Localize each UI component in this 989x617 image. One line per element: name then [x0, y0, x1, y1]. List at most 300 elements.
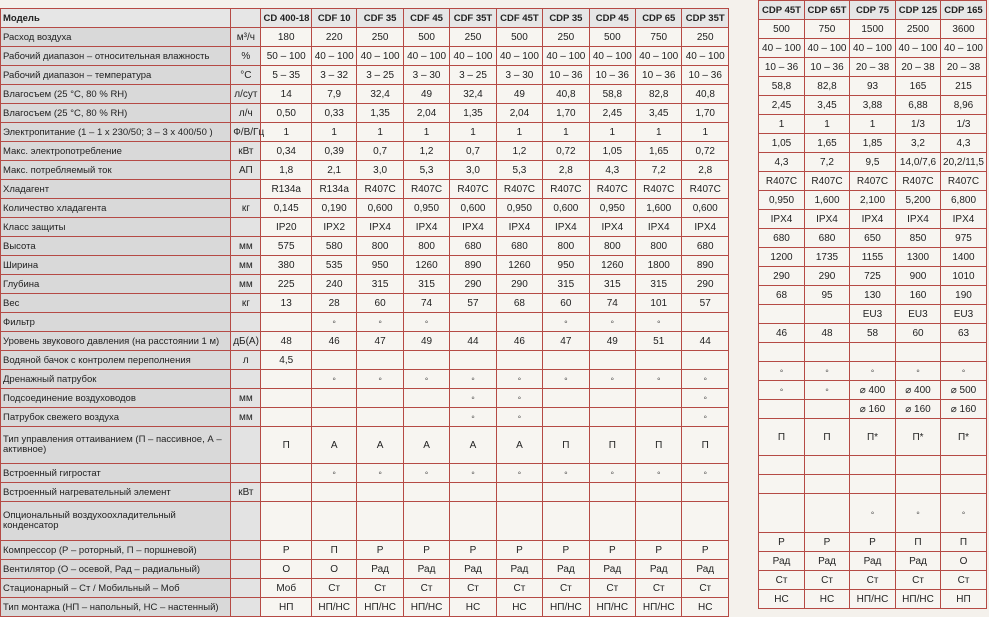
table-cell [589, 389, 635, 408]
table-cell: 1 [496, 123, 542, 142]
table-cell [805, 456, 850, 475]
table-cell: 500 [589, 28, 635, 47]
table-cell: ◦ [682, 408, 729, 427]
table-row [1, 66, 729, 85]
table-cell: 5,3 [496, 161, 542, 180]
row-unit: % [231, 47, 261, 66]
table-cell: 10 – 36 [682, 66, 729, 85]
table-cell: 4,3 [759, 153, 805, 172]
table-cell: Ст [759, 571, 805, 590]
table-cell: 0,950 [589, 199, 635, 218]
model-header: CDP 45 [589, 9, 635, 28]
table-cell: 3,2 [896, 134, 941, 153]
table-cell: 40 – 100 [850, 39, 896, 58]
table-cell: НП/НС [896, 590, 941, 609]
table-cell [261, 313, 311, 332]
table-cell: 0,600 [682, 199, 729, 218]
table-cell: 1400 [941, 248, 987, 267]
row-unit [231, 218, 261, 237]
table-cell: 1,35 [450, 104, 496, 123]
table-cell: Р [403, 541, 449, 560]
table-cell [941, 343, 987, 362]
header-unit [231, 9, 261, 28]
table-cell: 10 – 36 [759, 58, 805, 77]
row-label: Высота [1, 237, 231, 256]
table-cell: А [311, 427, 356, 464]
table-cell: 315 [543, 275, 589, 294]
table-cell [403, 483, 449, 502]
table-row [759, 58, 987, 77]
table-cell [357, 408, 403, 427]
model-header: CDP 125 [896, 1, 941, 20]
table-cell: ◦ [636, 370, 682, 389]
table-cell: НС [759, 590, 805, 609]
table-cell: Рад [759, 552, 805, 571]
table-cell: IPX4 [636, 218, 682, 237]
table-row [759, 229, 987, 248]
table-cell: 1800 [636, 256, 682, 275]
table-cell: Рад [589, 560, 635, 579]
table-cell: 40 – 100 [636, 47, 682, 66]
table-cell: 160 [896, 286, 941, 305]
row-label: Встроенный гигростат [1, 464, 231, 483]
table-cell: 3,45 [636, 104, 682, 123]
table-cell: ◦ [941, 494, 987, 533]
table-row [759, 77, 987, 96]
table-row [1, 579, 729, 598]
table-cell: 0,34 [261, 142, 311, 161]
table-cell: 500 [496, 28, 542, 47]
table-cell: 40 – 100 [759, 39, 805, 58]
table-cell: 0,950 [403, 199, 449, 218]
table-cell: ◦ [496, 464, 542, 483]
table-cell: О [941, 552, 987, 571]
table-cell: 3 – 30 [496, 66, 542, 85]
table-cell: ◦ [496, 389, 542, 408]
table-row [1, 123, 729, 142]
table-cell: 680 [682, 237, 729, 256]
table-cell [403, 408, 449, 427]
table-cell: 49 [403, 85, 449, 104]
row-unit: Ф/В/Гц [231, 123, 261, 142]
table-cell: 40 – 100 [805, 39, 850, 58]
table-cell: 49 [496, 85, 542, 104]
table-cell: П [759, 419, 805, 456]
table-cell: Р [805, 533, 850, 552]
row-unit: мм [231, 408, 261, 427]
table-cell: ◦ [403, 313, 449, 332]
table-cell: ◦ [357, 464, 403, 483]
table-row [759, 39, 987, 58]
table-cell: 315 [589, 275, 635, 294]
table-cell [496, 351, 542, 370]
table-cell [403, 502, 449, 541]
table-cell: ◦ [496, 408, 542, 427]
table-cell: ◦ [496, 370, 542, 389]
table-cell: 14 [261, 85, 311, 104]
table-cell [543, 483, 589, 502]
table-cell: 82,8 [805, 77, 850, 96]
table-cell: 82,8 [636, 85, 682, 104]
table-cell: 1200 [759, 248, 805, 267]
table-cell: 2,04 [496, 104, 542, 123]
table-cell [261, 464, 311, 483]
table-cell: R407C [636, 180, 682, 199]
table-cell: Рад [450, 560, 496, 579]
table-cell: 2,8 [682, 161, 729, 180]
table-cell: Р [682, 541, 729, 560]
table-cell: Ст [543, 579, 589, 598]
table-cell: 0,33 [311, 104, 356, 123]
table-cell: IPX4 [682, 218, 729, 237]
table-row [1, 541, 729, 560]
table-cell: 13 [261, 294, 311, 313]
row-unit [231, 502, 261, 541]
table-cell: IPX4 [759, 210, 805, 229]
table-cell: 1260 [403, 256, 449, 275]
row-label: Тип монтажа (НП – напольный, НС – настенный) [1, 598, 231, 617]
table-cell: 290 [805, 267, 850, 286]
table-cell: 1 [850, 115, 896, 134]
table-cell: 380 [261, 256, 311, 275]
table-cell: 220 [311, 28, 356, 47]
table-cell: 900 [896, 267, 941, 286]
table-cell: 2,1 [311, 161, 356, 180]
table-cell [261, 370, 311, 389]
row-unit: кг [231, 199, 261, 218]
table-cell: 8,96 [941, 96, 987, 115]
table-cell: 750 [805, 20, 850, 39]
table-cell: 0,72 [682, 142, 729, 161]
table-cell: 1 [261, 123, 311, 142]
table-row [759, 267, 987, 286]
row-label: Вес [1, 294, 231, 313]
table-cell: 57 [682, 294, 729, 313]
table-cell [941, 475, 987, 494]
model-header: CD 400-18 [261, 9, 311, 28]
table-cell: Р [850, 533, 896, 552]
table-cell [261, 502, 311, 541]
table-cell: 250 [543, 28, 589, 47]
table-cell: Моб [261, 579, 311, 598]
left-spec-table [0, 8, 729, 617]
table-cell: НП/НС [589, 598, 635, 617]
table-cell: 1,65 [636, 142, 682, 161]
table-cell: 7,9 [311, 85, 356, 104]
table-row [759, 134, 987, 153]
table-cell: 40 – 100 [357, 47, 403, 66]
table-cell: 0,190 [311, 199, 356, 218]
row-label: Патрубок свежего воздуха [1, 408, 231, 427]
table-cell: Ст [311, 579, 356, 598]
table-cell: 680 [759, 229, 805, 248]
table-cell: 10 – 36 [543, 66, 589, 85]
table-cell: ◦ [543, 313, 589, 332]
table-cell: 1155 [850, 248, 896, 267]
table-cell [450, 502, 496, 541]
table-cell: 2,100 [850, 191, 896, 210]
table-cell: 890 [682, 256, 729, 275]
table-cell: IPX4 [941, 210, 987, 229]
table-cell: 1,05 [759, 134, 805, 153]
table-cell: 20,2/11,5 [941, 153, 987, 172]
table-cell: 40 – 100 [896, 39, 941, 58]
table-cell: П* [896, 419, 941, 456]
table-cell: 6,88 [896, 96, 941, 115]
table-cell: 315 [403, 275, 449, 294]
row-label: Влагосъем (25 °C, 80 % RH) [1, 85, 231, 104]
table-cell: П [261, 427, 311, 464]
table-cell: Ст [850, 571, 896, 590]
table-cell: 2500 [896, 20, 941, 39]
table-cell: IPX4 [357, 218, 403, 237]
table-cell: 49 [403, 332, 449, 351]
table-cell [450, 313, 496, 332]
table-cell: Ст [589, 579, 635, 598]
table-cell: П [941, 533, 987, 552]
row-unit: мм [231, 389, 261, 408]
table-cell: 40 – 100 [543, 47, 589, 66]
table-cell: ◦ [589, 370, 635, 389]
table-cell: 68 [496, 294, 542, 313]
table-cell [311, 483, 356, 502]
table-cell: 47 [543, 332, 589, 351]
table-cell [496, 313, 542, 332]
table-cell: 850 [896, 229, 941, 248]
table-cell: 1 [543, 123, 589, 142]
table-cell: 680 [496, 237, 542, 256]
table-cell [543, 389, 589, 408]
table-cell: 40 – 100 [450, 47, 496, 66]
table-cell: Р [636, 541, 682, 560]
table-cell: ◦ [850, 362, 896, 381]
header-row [759, 1, 987, 20]
table-cell: 58,8 [759, 77, 805, 96]
table-cell: П [589, 427, 635, 464]
table-row [1, 351, 729, 370]
table-cell [261, 408, 311, 427]
table-cell: ◦ [805, 381, 850, 400]
table-cell: 1 [357, 123, 403, 142]
row-unit: дБ(А) [231, 332, 261, 351]
table-cell: 650 [850, 229, 896, 248]
row-unit [231, 370, 261, 389]
model-header: CDF 45T [496, 9, 542, 28]
row-unit [231, 560, 261, 579]
table-cell: ◦ [311, 464, 356, 483]
table-row [1, 313, 729, 332]
row-label: Макс. электропотребление [1, 142, 231, 161]
table-cell: 0,39 [311, 142, 356, 161]
table-cell [496, 483, 542, 502]
table-cell: 32,4 [450, 85, 496, 104]
table-cell: ◦ [543, 370, 589, 389]
table-cell: 1,70 [543, 104, 589, 123]
table-cell: ◦ [311, 370, 356, 389]
table-cell: EU3 [850, 305, 896, 324]
table-cell: Рад [636, 560, 682, 579]
table-cell: 1 [589, 123, 635, 142]
table-cell: Рад [403, 560, 449, 579]
table-cell: R134a [311, 180, 356, 199]
table-cell: А [403, 427, 449, 464]
table-cell: 1 [450, 123, 496, 142]
table-cell: IPX4 [543, 218, 589, 237]
table-cell: 580 [311, 237, 356, 256]
table-cell: 1260 [496, 256, 542, 275]
table-row [759, 96, 987, 115]
table-cell: 60 [896, 324, 941, 343]
table-cell: 1,600 [805, 191, 850, 210]
table-cell: R407C [896, 172, 941, 191]
table-cell: 4,5 [261, 351, 311, 370]
table-cell: Ст [450, 579, 496, 598]
table-row [759, 362, 987, 381]
table-cell: R407C [941, 172, 987, 191]
table-cell: ◦ [682, 370, 729, 389]
table-cell [805, 343, 850, 362]
table-cell [805, 305, 850, 324]
table-cell: ⌀ 400 [896, 381, 941, 400]
table-cell: 101 [636, 294, 682, 313]
table-cell: ◦ [357, 313, 403, 332]
table-cell: 95 [805, 286, 850, 305]
table-cell: 3600 [941, 20, 987, 39]
table-cell: 950 [543, 256, 589, 275]
table-cell: 680 [450, 237, 496, 256]
row-label: Количество хладагента [1, 199, 231, 218]
row-unit [231, 313, 261, 332]
table-cell: НП/НС [543, 598, 589, 617]
table-cell: ⌀ 400 [850, 381, 896, 400]
table-cell: 40 – 100 [589, 47, 635, 66]
row-unit: кВт [231, 483, 261, 502]
table-cell: 47 [357, 332, 403, 351]
table-cell: 20 – 38 [896, 58, 941, 77]
table-cell [759, 475, 805, 494]
table-cell: 1/3 [941, 115, 987, 134]
table-cell: 20 – 38 [941, 58, 987, 77]
table-cell: 1735 [805, 248, 850, 267]
table-row [759, 571, 987, 590]
table-cell: 20 – 38 [850, 58, 896, 77]
row-label: Рабочий диапазон – температура [1, 66, 231, 85]
table-cell [682, 483, 729, 502]
table-row [1, 218, 729, 237]
table-cell: ◦ [450, 408, 496, 427]
table-cell: 32,4 [357, 85, 403, 104]
table-cell: НС [682, 598, 729, 617]
table-cell: 58,8 [589, 85, 635, 104]
table-cell: 40 – 100 [682, 47, 729, 66]
row-unit [231, 464, 261, 483]
table-cell: НП [941, 590, 987, 609]
table-cell: Ст [805, 571, 850, 590]
row-label: Влагосъем (25 °C, 80 % RH) [1, 104, 231, 123]
model-header: CDP 165 [941, 1, 987, 20]
table-cell: 240 [311, 275, 356, 294]
table-cell: ◦ [682, 389, 729, 408]
table-cell: 3 – 25 [357, 66, 403, 85]
table-cell: 14,0/7,6 [896, 153, 941, 172]
table-cell [589, 408, 635, 427]
table-row [1, 408, 729, 427]
table-cell [759, 343, 805, 362]
table-cell: 40,8 [543, 85, 589, 104]
table-cell: НС [805, 590, 850, 609]
table-row [1, 389, 729, 408]
table-cell: 5,3 [403, 161, 449, 180]
table-row [1, 199, 729, 218]
table-cell: П* [941, 419, 987, 456]
table-cell: 290 [496, 275, 542, 294]
table-cell: ⌀ 160 [941, 400, 987, 419]
table-cell: ◦ [403, 370, 449, 389]
table-cell: 975 [941, 229, 987, 248]
table-cell: R407C [805, 172, 850, 191]
table-cell: ◦ [450, 389, 496, 408]
table-cell [636, 351, 682, 370]
table-cell: 40 – 100 [403, 47, 449, 66]
row-label: Глубина [1, 275, 231, 294]
table-cell: 3 – 30 [403, 66, 449, 85]
table-cell [682, 502, 729, 541]
right-spec-table [758, 0, 987, 609]
table-cell: ◦ [589, 313, 635, 332]
table-cell: Ст [941, 571, 987, 590]
table-cell: 48 [805, 324, 850, 343]
table-cell [636, 389, 682, 408]
table-cell: 28 [311, 294, 356, 313]
table-cell: 1,65 [805, 134, 850, 153]
table-cell [357, 502, 403, 541]
model-header: CDP 65T [805, 1, 850, 20]
table-cell: 0,7 [450, 142, 496, 161]
row-unit [231, 180, 261, 199]
table-cell: 1,70 [682, 104, 729, 123]
table-cell: 10 – 36 [636, 66, 682, 85]
table-row [759, 115, 987, 134]
table-row [1, 427, 729, 464]
table-cell: ◦ [543, 464, 589, 483]
table-row [1, 464, 729, 483]
table-cell: 1010 [941, 267, 987, 286]
table-cell: Рад [357, 560, 403, 579]
table-cell [850, 343, 896, 362]
model-header: CDF 45 [403, 9, 449, 28]
table-cell: НП/НС [403, 598, 449, 617]
table-cell: 0,50 [261, 104, 311, 123]
table-row [759, 400, 987, 419]
table-cell: 2,45 [589, 104, 635, 123]
table-cell: 290 [759, 267, 805, 286]
table-cell: Ст [636, 579, 682, 598]
table-cell: 190 [941, 286, 987, 305]
row-label: Хладагент [1, 180, 231, 199]
table-cell: Рад [496, 560, 542, 579]
table-cell: 0,145 [261, 199, 311, 218]
table-cell: НП/НС [850, 590, 896, 609]
table-cell: 2,04 [403, 104, 449, 123]
table-row [759, 172, 987, 191]
table-cell: ◦ [589, 464, 635, 483]
table-cell: ◦ [896, 362, 941, 381]
table-cell [543, 408, 589, 427]
table-cell: 950 [357, 256, 403, 275]
table-cell: 1 [311, 123, 356, 142]
table-cell [759, 305, 805, 324]
header-label: Модель [1, 9, 231, 28]
